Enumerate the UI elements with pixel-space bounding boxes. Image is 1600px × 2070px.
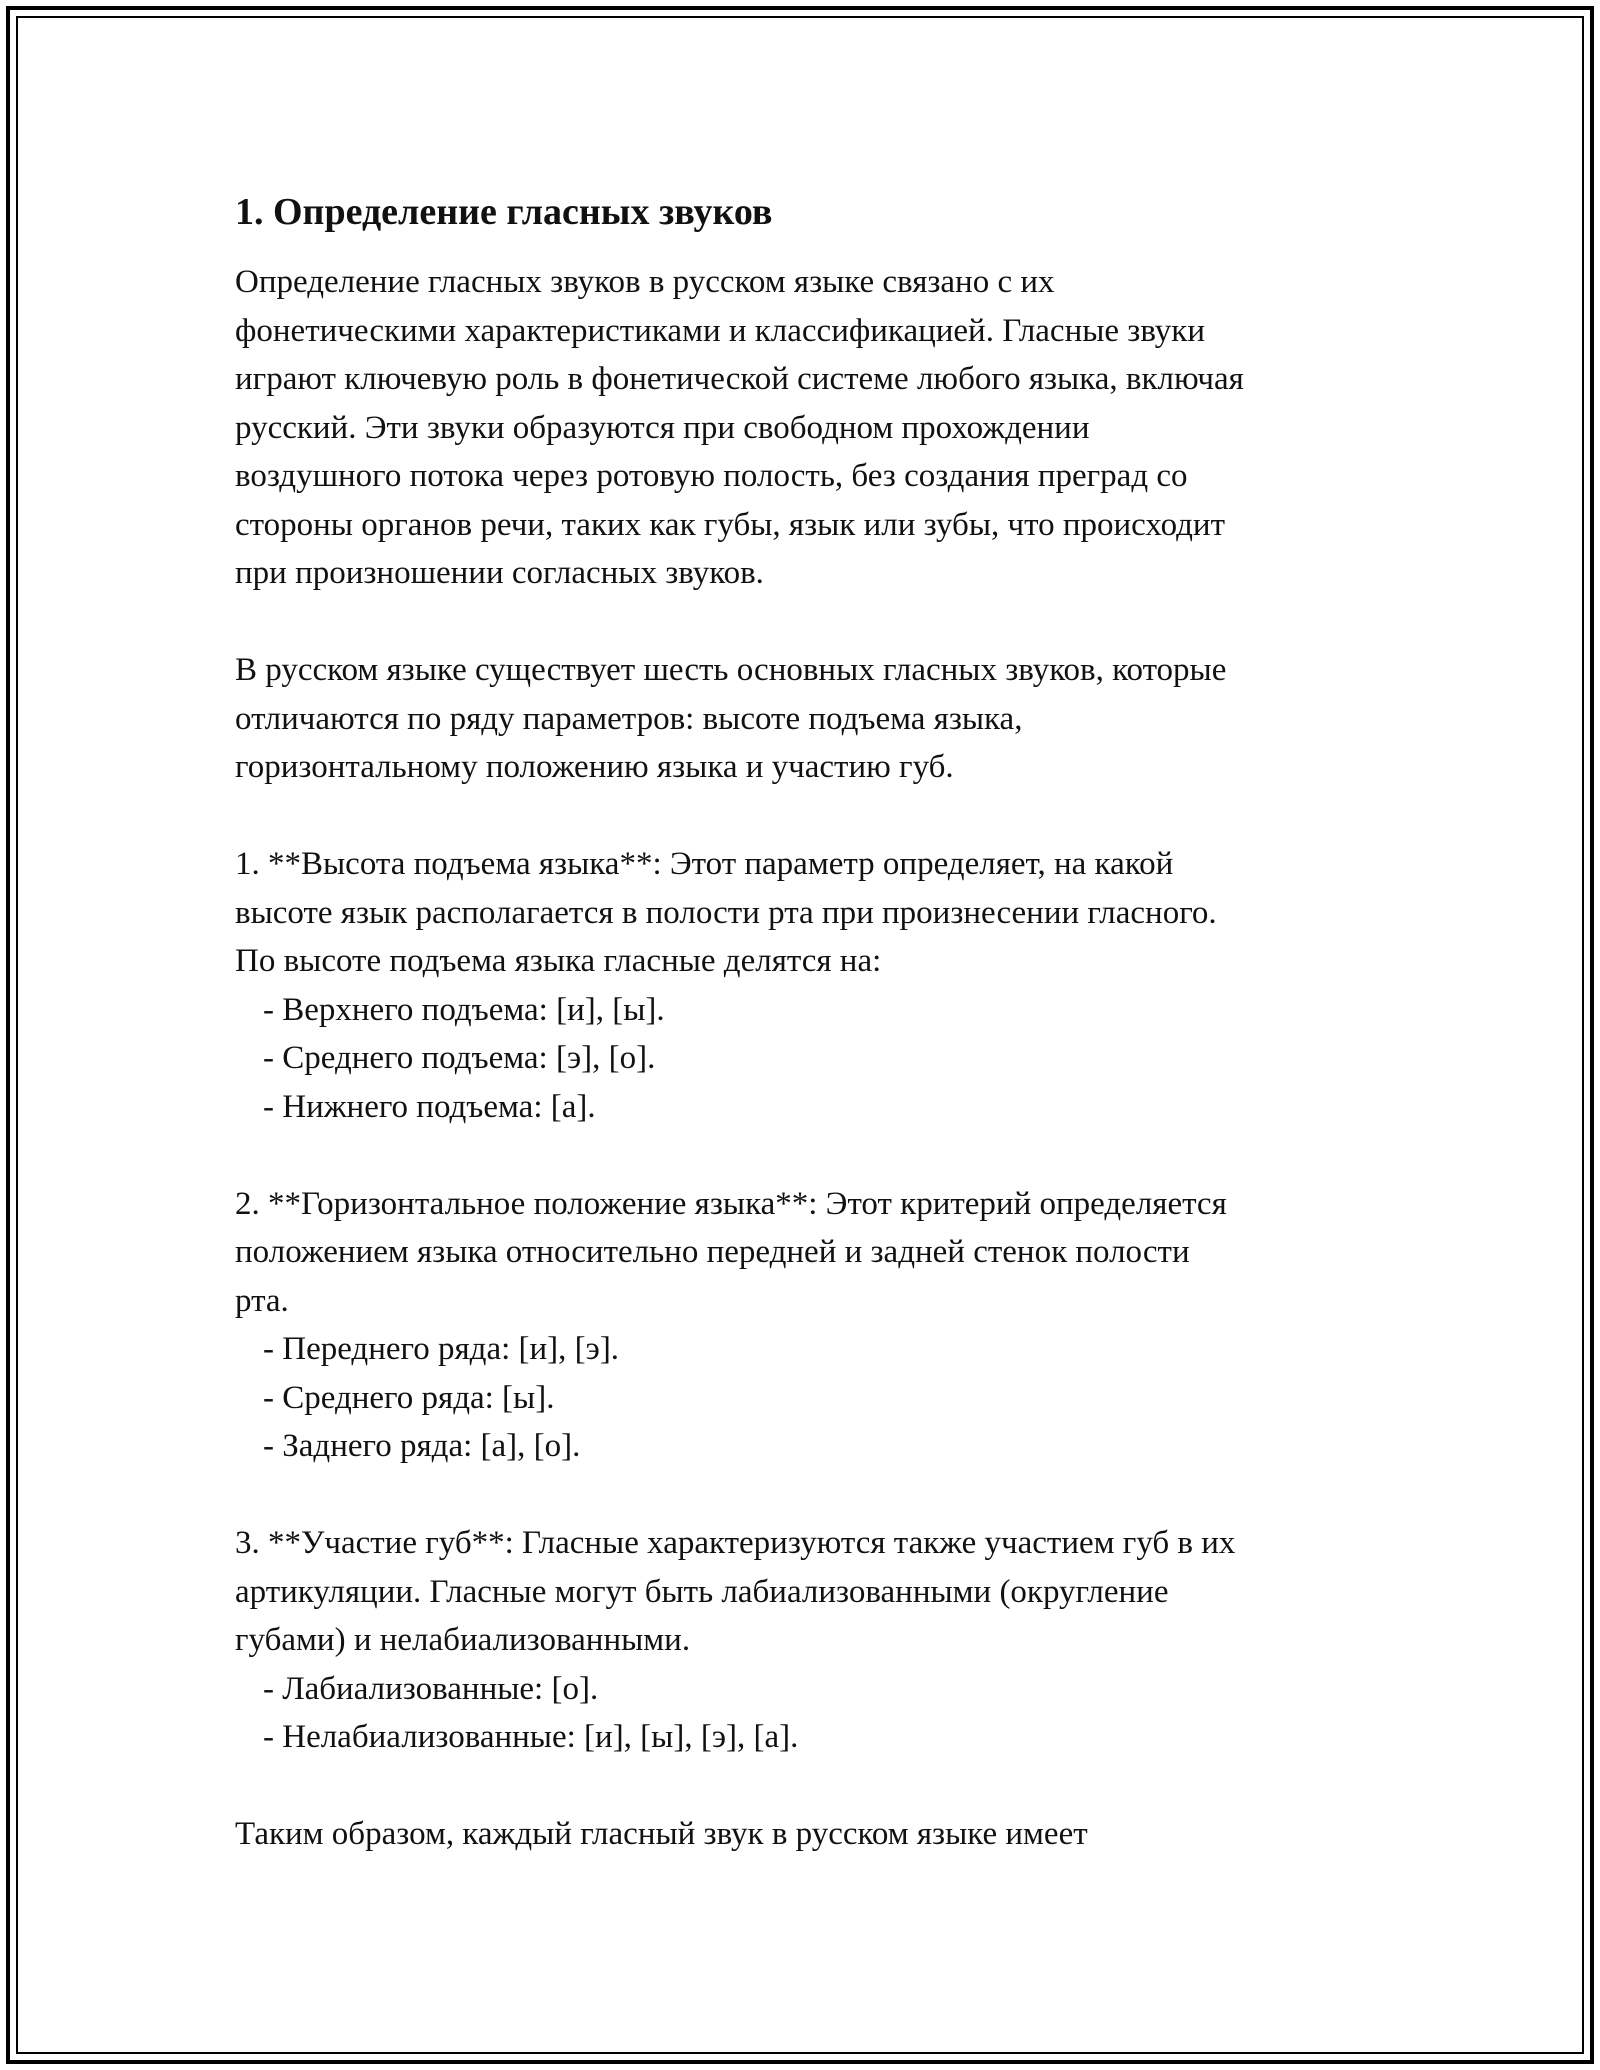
blank-line [235,792,1380,841]
document-body [235,258,1380,1859]
blank-line [235,1471,1380,1520]
text-line: рта. [235,1282,289,1319]
text-line: высоте язык располагается в полости рта при произнесении гласного. [235,894,1217,931]
text-line: Таким образом, каждый гласный звук в русском языке имеет [235,1816,1088,1852]
text-line: при произношении согласных звуков. [235,555,764,591]
text-line: В русском языке существует шесть основных гласных звуков, которые [235,652,1227,688]
text-line: положением языка относительно передней и задней стенок полости [235,1234,1190,1270]
text-line: стороны органов речи, таких как губы, язык или зубы, что происходит [235,506,1226,543]
text-line: воздушного потока через ротовую полость, без создания преград со [235,458,1188,494]
text-line: 2. **Горизонтальное положение языка**: Этот критерий определяется [235,1185,1227,1222]
list-item: - Верхнего подъема: [и], [ы]. [263,991,665,1028]
blank-line [235,1762,1380,1811]
list-item: - Среднего ряда: [ы]. [263,1379,555,1416]
text-line: русский. Эти звуки образуются при свободном прохождении [235,409,1090,446]
text-line: артикуляции. Гласные могут быть лабиализованными (округление [235,1573,1169,1610]
text-line: губами) и нелабиализованными. [235,1622,691,1658]
list-item: - Заднего ряда: [а], [о]. [263,1428,581,1464]
text-line: 3. **Участие губ**: Гласные характеризуются также участием губ в их [235,1525,1236,1561]
text-line: играют ключевую роль в фонетической системе любого языка, включая [235,361,1244,397]
list-item: - Лабиализованные: [о]. [263,1670,599,1707]
text-line: Определение гласных звуков в русском языке связано с их [235,264,1055,300]
text-line: 1. **Высота подъема языка**: Этот параметр определяет, на какой [235,846,1174,882]
section-heading: 1. Определение гласных звуков [235,191,773,233]
list-item: - Нелабиализованные: [и], [ы], [э], [а]. [263,1719,799,1755]
text-line: отличаются по ряду параметров: высоте подъема языка, [235,700,1023,737]
blank-line [235,598,1380,647]
list-item: - Переднего ряда: [и], [э]. [263,1331,620,1367]
list-item: - Нижнего подъема: [а]. [263,1088,596,1125]
text-line: фонетическими характеристиками и классификацией. Гласные звуки [235,312,1205,349]
list-item: - Среднего подъема: [э], [о]. [263,1040,656,1076]
document-content [235,188,1380,1859]
blank-line [235,1131,1380,1180]
text-line: По высоте подъема языка гласные делятся на: [235,943,882,979]
text-line: горизонтальному положению языка и участию губ. [235,749,954,785]
